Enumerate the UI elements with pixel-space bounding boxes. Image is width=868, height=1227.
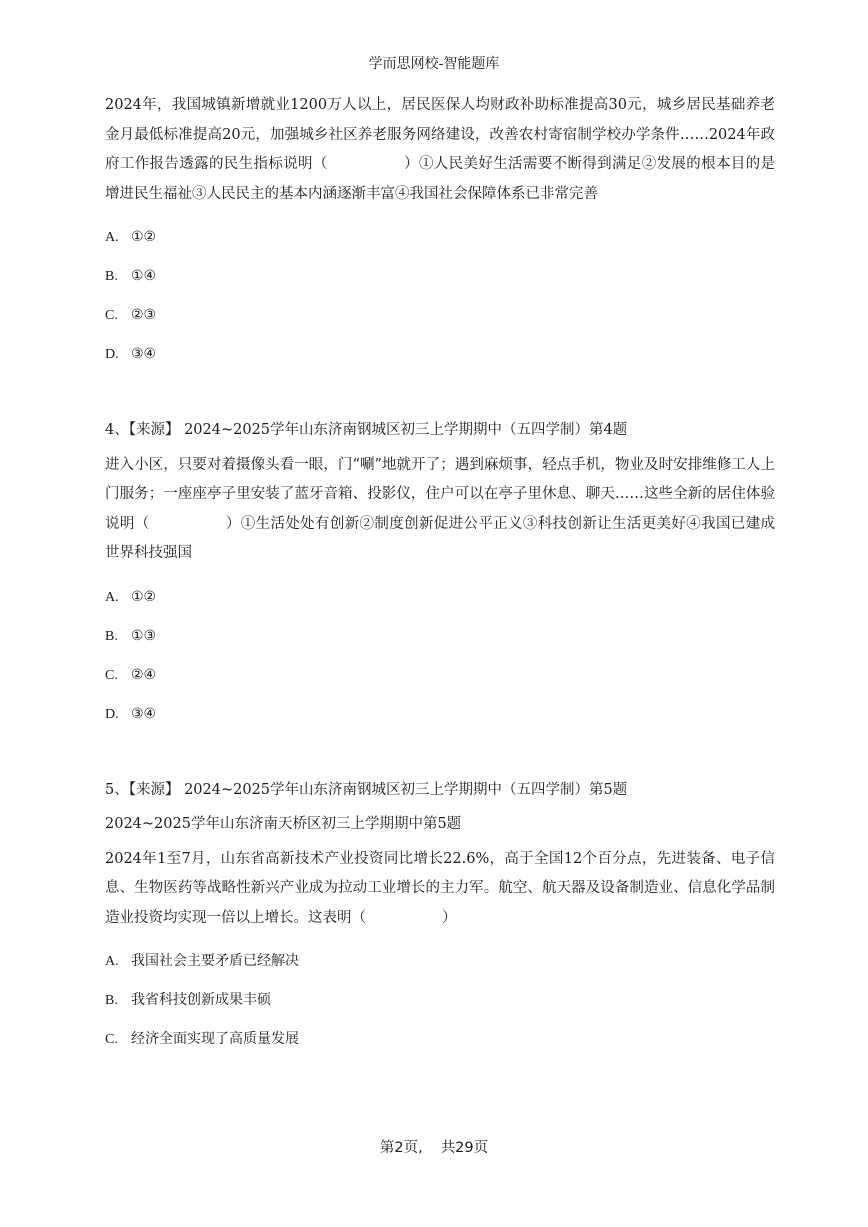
question-4: [105, 416, 775, 734]
page-total: 共29页: [440, 1140, 489, 1156]
question-5-stem-part2: ）: [442, 909, 457, 926]
option-text: ①②: [131, 588, 157, 605]
question-3-stem: [105, 91, 775, 209]
question-4-options: [105, 578, 775, 734]
option-letter: B.: [105, 628, 118, 644]
question-5-stem: [105, 845, 775, 934]
question-5-source: 5、【来源】 2024~2025学年山东济南钢城区初三上学期期中（五四学制）第5题: [105, 781, 628, 798]
question-5-stem-part1: 2024年1至7月，山东省高新技术产业投资同比增长22.6%，高于全国12个百分点，先进装备、电子信息、生物医药等战略性新兴产业成为拉动工业增长的主力军。航空、航天器及设备制造业、信息化学品制造业投资均实现一倍以上增长。这表明（: [105, 850, 775, 926]
option-letter: B.: [105, 993, 118, 1008]
option-letter: B.: [105, 269, 118, 284]
question-5-source-alt: 2024~2025学年山东济南天桥区初三上学期期中第5题: [105, 816, 462, 832]
option-text: 经济全面实现了高质量发展: [131, 1031, 299, 1047]
question-content: [105, 91, 775, 1059]
option-text: 我省科技创新成果丰硕: [131, 992, 271, 1008]
option-text: ③④: [131, 346, 157, 362]
option-b[interactable]: [105, 981, 775, 1020]
option-text: ③④: [131, 705, 157, 722]
option-letter: C.: [105, 1032, 118, 1047]
question-3-stem-part2: ）①人民美好生活需要不断得到满足②发展的根本目的是增进民生福祉③人民民主的基本内涵逐渐丰富④我国社会保障体系已非常完善: [105, 156, 775, 202]
option-c[interactable]: [105, 296, 775, 335]
option-c[interactable]: [105, 656, 775, 695]
option-letter: D.: [105, 347, 119, 362]
question-5: [105, 776, 775, 1060]
option-text: 我国社会主要矛盾已经解决: [131, 953, 299, 969]
question-3-stem-part1: 2024年，我国城镇新增就业1200万人以上，居民医保人均财政补助标准提高30元，城乡居民基础养老金月最低标准提高20元，加强城乡社区养老服务网络建设，改善农村寄宿制学校办学条件……2024年政府工作报告透露的民生指标说明（: [105, 97, 775, 172]
option-d[interactable]: [105, 335, 775, 374]
header-title: 学而思网校-智能题库: [368, 56, 500, 72]
option-text: ②④: [131, 666, 157, 683]
option-a[interactable]: [105, 218, 775, 257]
option-text: ②③: [131, 307, 157, 323]
option-text: ①③: [131, 627, 157, 644]
question-4-stem-part2: ）①生活处处有创新②制度创新促进公平正义③科技创新让生活更美好④我国已建成世界科技强国: [105, 515, 776, 561]
page-footer: [0, 1136, 868, 1157]
option-letter: A.: [105, 954, 119, 969]
question-3-options: [105, 218, 775, 374]
option-a[interactable]: [105, 942, 775, 981]
option-a[interactable]: [105, 578, 775, 617]
option-text: ①②: [131, 229, 157, 245]
question-3: [105, 91, 775, 374]
page-header: [0, 53, 868, 73]
page-number: 第2页,: [379, 1140, 423, 1156]
option-letter: C.: [105, 308, 118, 323]
option-text: ①④: [131, 268, 157, 284]
question-5-options: [105, 942, 775, 1059]
option-b[interactable]: [105, 617, 775, 656]
option-letter: C.: [105, 667, 118, 683]
option-b[interactable]: [105, 257, 775, 296]
question-4-stem-part1: 进入小区，只要对着摄像头看一眼，门“唰”地就开了；遇到麻烦事，轻点手机，物业及时安排维修工人上门服务；一座座亭子里安装了蓝牙音箱、投影仪，住户可以在亭子里休息、聊天……这些全新的居住体验说明（: [105, 456, 775, 532]
option-letter: D.: [105, 706, 119, 722]
option-d[interactable]: [105, 695, 775, 734]
option-letter: A.: [105, 230, 119, 245]
question-4-stem: [105, 451, 775, 569]
question-4-source: 4、【来源】 2024~2025学年山东济南钢城区初三上学期期中（五四学制）第4题: [105, 422, 628, 438]
option-letter: A.: [105, 589, 119, 605]
option-c[interactable]: [105, 1020, 775, 1059]
